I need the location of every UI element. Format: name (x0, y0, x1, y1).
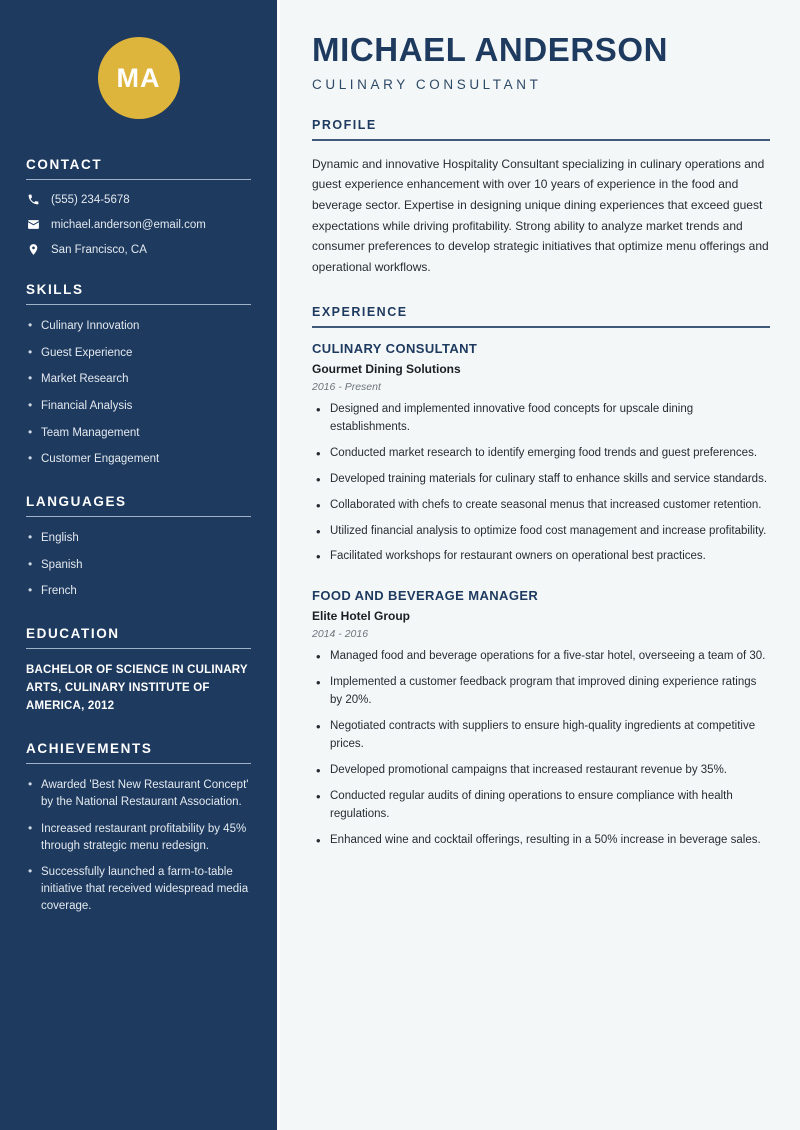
list-item: • Spanish (26, 557, 251, 574)
list-item: • French (26, 583, 251, 600)
main-content (280, 0, 800, 1130)
list-item: • Developed training materials for culinary staff to enhance skills and service standards. (312, 471, 770, 489)
section-profile (312, 118, 770, 277)
list-item: • Financial Analysis (26, 398, 251, 415)
contact-location[interactable] (26, 243, 251, 256)
list-item: • Team Management (26, 425, 251, 442)
profile-text: Dynamic and innovative Hospitality Consultant specializing in culinary operations and guest experience enhancement with over 10 years of experience in the food and beverage sector. Expertise in designing unique dining experiences that exceed guest expectations while driving profitability. Strong ability to analyze market trends and consumer preferences to develop strategic initiatives that optimize menu offerings and operational workflows. (312, 156, 769, 274)
contact-divider (26, 179, 251, 180)
avatar: MA (98, 37, 180, 119)
page-title: MICHAEL ANDERSON (312, 31, 669, 68)
list-item: • Increased restaurant profitability by 45% through strategic menu redesign. (26, 821, 251, 854)
list-item: • Guest Experience (26, 345, 251, 362)
phone-icon (26, 193, 40, 206)
list-item: • Facilitated workshops for restaurant owners on operational best practices. (312, 548, 770, 566)
sidebar-section-contact (26, 157, 251, 256)
job-company: Gourmet Dining Solutions (312, 361, 461, 376)
skills-list (26, 318, 251, 468)
job-bullet-list (312, 401, 770, 567)
job-company: Elite Hotel Group (312, 609, 411, 624)
contact-phone-value: (555) 234-5678 (51, 193, 130, 206)
profile-divider (312, 139, 770, 140)
list-item: • Customer Engagement (26, 451, 251, 468)
contact-email[interactable] (26, 218, 251, 231)
list-item: • Culinary Innovation (26, 318, 251, 335)
contact-phone[interactable] (26, 193, 251, 206)
achievements-divider (26, 763, 251, 764)
list-item: • Enhanced wine and cocktail offerings, resulting in a 50% increase in beverage sales. (312, 832, 770, 850)
experience-divider (312, 326, 770, 327)
list-item: • Conducted market research to identify emerging food trends and guest preferences. (312, 445, 770, 463)
experience-entry (312, 341, 770, 567)
languages-divider (26, 516, 251, 517)
list-item: • Utilized financial analysis to optimize food cost management and increase profitability. (312, 523, 770, 541)
education-degree: BACHELOR OF SCIENCE IN CULINARY ARTS, CULINARY INSTITUTE OF AMERICA, 2012 (26, 664, 248, 712)
list-item: • Collaborated with chefs to create seasonal menus that increased customer retention. (312, 497, 770, 515)
experience-heading: EXPERIENCE (312, 305, 408, 320)
education-heading: EDUCATION (26, 626, 120, 642)
list-item: • Implemented a customer feedback program that improved dining experience ratings by 20%. (312, 674, 770, 710)
job-tagline: CULINARY CONSULTANT (312, 77, 542, 93)
sidebar-section-achievements (26, 741, 251, 914)
list-item: • Conducted regular audits of dining operations to ensure compliance with health regulations. (312, 788, 770, 824)
sidebar-section-education (26, 626, 251, 715)
contact-heading: CONTACT (26, 157, 103, 172)
skills-heading: SKILLS (26, 282, 84, 297)
education-divider (26, 648, 251, 649)
envelope-icon (26, 218, 40, 231)
sidebar-section-languages (26, 494, 251, 600)
experience-entry (312, 588, 770, 849)
list-item: • English (26, 530, 251, 547)
languages-heading: LANGUAGES (26, 494, 127, 510)
sidebar (0, 0, 280, 1130)
achievements-list (26, 777, 251, 914)
job-dates: 2016 - Present (312, 380, 381, 393)
languages-list (26, 530, 251, 600)
list-item: • Negotiated contracts with suppliers to ensure high-quality ingredients at competitive prices. (312, 718, 770, 754)
sidebar-section-skills (26, 282, 251, 468)
list-item: • Designed and implemented innovative food concepts for upscale dining establishments. (312, 401, 770, 437)
list-item: • Managed food and beverage operations for a five-star hotel, overseeing a team of 30. (312, 648, 770, 666)
skills-divider (26, 304, 251, 305)
contact-location-value: San Francisco, CA (51, 243, 147, 256)
list-item: • Successfully launched a farm-to-table initiative that received widespread media coverage. (26, 864, 251, 914)
profile-heading: PROFILE (312, 118, 377, 133)
job-title: FOOD AND BEVERAGE MANAGER (312, 588, 539, 604)
job-dates: 2014 - 2016 (312, 628, 369, 641)
job-title: CULINARY CONSULTANT (312, 340, 478, 356)
achievements-heading: ACHIEVEMENTS (26, 741, 153, 757)
contact-email-value: michael.anderson@email.com (51, 218, 206, 231)
map-pin-icon (26, 243, 40, 256)
list-item: • Market Research (26, 371, 251, 388)
avatar-container (26, 0, 251, 157)
list-item: • Awarded 'Best New Restaurant Concept' by the National Restaurant Association. (26, 777, 251, 810)
job-bullet-list (312, 648, 770, 849)
list-item: • Developed promotional campaigns that increased restaurant revenue by 35%. (312, 762, 770, 780)
section-experience (312, 305, 770, 849)
